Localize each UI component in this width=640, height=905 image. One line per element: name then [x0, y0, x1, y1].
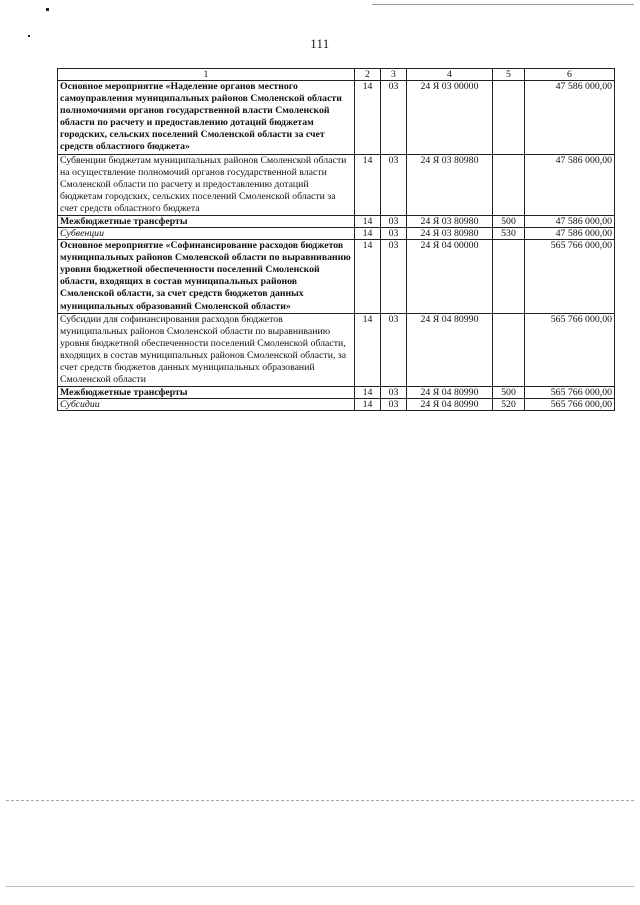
- budget-table: [57, 68, 615, 411]
- row-amount: 565 766 000,00: [525, 240, 615, 314]
- row-section: 14: [355, 313, 381, 387]
- row-subsection: 03: [381, 240, 407, 314]
- row-name: Субсидии для софинансирования расходов бюджетов муниципальных районов Смоленской области по выравниванию уровня бюджетной обеспеченности поселений Смоленской области, входящих в состав муниципальных районов Смоленской области, за счет средств бюджетов данных муниципальных образований Смоленской области: [58, 313, 355, 387]
- row-amount: 565 766 000,00: [525, 387, 615, 399]
- table-row: [58, 387, 615, 399]
- row-subsection: 03: [381, 228, 407, 240]
- row-section: 14: [355, 228, 381, 240]
- row-target-code: 24 Я 03 80980: [407, 228, 493, 240]
- table-row: [58, 240, 615, 314]
- row-amount: 565 766 000,00: [525, 313, 615, 387]
- row-subsection: 03: [381, 216, 407, 228]
- row-expense-type: [493, 81, 525, 155]
- table-row: [58, 228, 615, 240]
- row-section: 14: [355, 81, 381, 155]
- row-target-code: 24 Я 04 80990: [407, 399, 493, 411]
- scan-edge-line: [372, 4, 634, 5]
- table-row: [58, 216, 615, 228]
- row-section: 14: [355, 240, 381, 314]
- header-row: [58, 69, 615, 81]
- table-row: [58, 154, 615, 215]
- page-number: 111: [310, 37, 330, 51]
- row-section: 14: [355, 154, 381, 215]
- row-target-code: 24 Я 04 80990: [407, 313, 493, 387]
- header-cell-5: 5: [493, 69, 525, 81]
- row-expense-type: [493, 154, 525, 215]
- row-section: 14: [355, 387, 381, 399]
- scan-speck: [46, 8, 49, 11]
- table-row: [58, 81, 615, 155]
- row-subsection: 03: [381, 387, 407, 399]
- header-cell-1: 1: [58, 69, 355, 81]
- scan-fold-line: [6, 886, 634, 887]
- scan-fold-line: [6, 800, 634, 801]
- header-cell-3: 3: [381, 69, 407, 81]
- row-name: Межбюджетные трансферты: [58, 216, 355, 228]
- row-amount: 47 586 000,00: [525, 81, 615, 155]
- row-target-code: 24 Я 03 80980: [407, 154, 493, 215]
- row-name: Субсидии: [58, 399, 355, 411]
- table-row: [58, 399, 615, 411]
- row-expense-type: 520: [493, 399, 525, 411]
- row-name: Основное мероприятие «Софинансирование расходов бюджетов муниципальных районов Смоленской области по выравниванию уровня бюджетной обеспеченности поселений Смоленской области, входящих в состав муниципальных районов Смоленской области, за счет средств бюджетов данных муниципальных образований Смоленской области»: [58, 240, 355, 314]
- row-amount: 47 586 000,00: [525, 228, 615, 240]
- row-subsection: 03: [381, 399, 407, 411]
- row-target-code: 24 Я 04 80990: [407, 387, 493, 399]
- row-expense-type: [493, 240, 525, 314]
- row-expense-type: 530: [493, 228, 525, 240]
- row-name: Основное мероприятие «Наделение органов местного самоуправления муниципальных районов Смоленской области полномочиями органов государственной власти Смоленской области по расчету и предоставлению дотаций бюджетам городских, сельских поселений Смоленской области за счет средств областного бюджета»: [58, 81, 355, 155]
- row-name: Субвенции: [58, 228, 355, 240]
- row-expense-type: [493, 313, 525, 387]
- row-amount: 47 586 000,00: [525, 154, 615, 215]
- row-subsection: 03: [381, 313, 407, 387]
- row-name: Субвенции бюджетам муниципальных районов Смоленской области на осуществление полномочий органов государственной власти Смоленской области по расчету и предоставлению дотаций бюджетам городских, сельских поселений Смоленской области за счет средств областного бюджета: [58, 154, 355, 215]
- row-amount: 47 586 000,00: [525, 216, 615, 228]
- row-section: 14: [355, 216, 381, 228]
- row-section: 14: [355, 399, 381, 411]
- header-cell-2: 2: [355, 69, 381, 81]
- row-target-code: 24 Я 04 00000: [407, 240, 493, 314]
- row-target-code: 24 Я 03 80980: [407, 216, 493, 228]
- table-row: [58, 313, 615, 387]
- row-target-code: 24 Я 03 00000: [407, 81, 493, 155]
- header-cell-4: 4: [407, 69, 493, 81]
- row-amount: 565 766 000,00: [525, 399, 615, 411]
- row-expense-type: 500: [493, 216, 525, 228]
- row-name: Межбюджетные трансферты: [58, 387, 355, 399]
- header-cell-6: 6: [525, 69, 615, 81]
- row-subsection: 03: [381, 154, 407, 215]
- row-subsection: 03: [381, 81, 407, 155]
- row-expense-type: 500: [493, 387, 525, 399]
